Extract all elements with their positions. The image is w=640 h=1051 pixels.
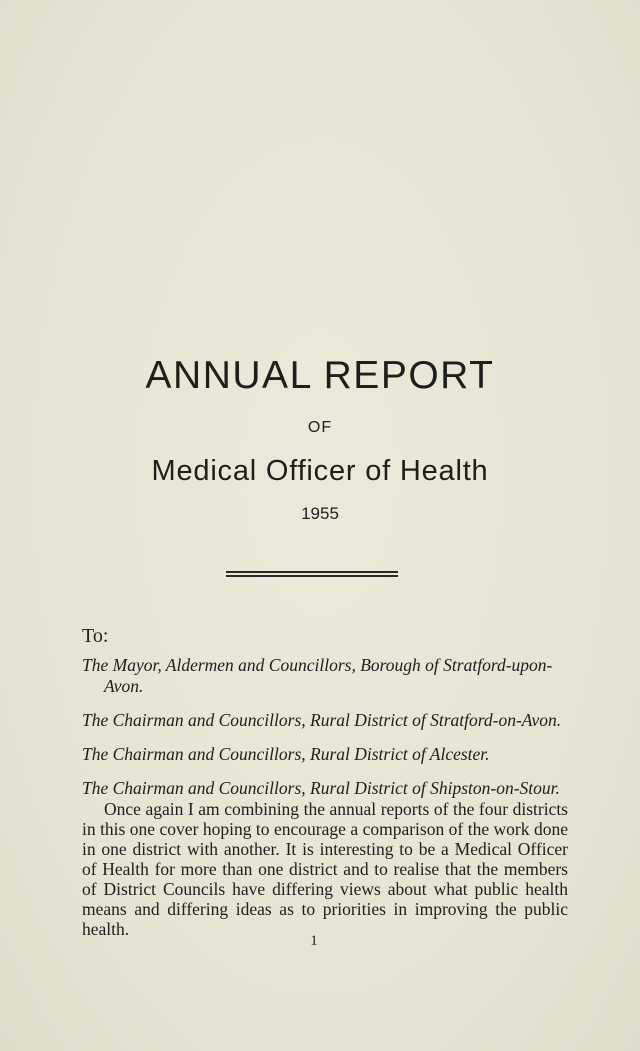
report-title: ANNUAL REPORT xyxy=(145,354,495,397)
to-label: To: xyxy=(82,625,109,647)
page-number: 1 xyxy=(310,933,318,949)
report-year: 1955 xyxy=(301,504,339,523)
addressee-item: The Chairman and Councillors, Rural District of Stratford-on-Avon. xyxy=(82,710,562,730)
body-paragraph: Once again I am combining the annual reports of the four districts in this one cover hoping to encourage a comparison of the work done in one district with another. It is interesting to be a Medical Officer of Health for more than one district and to realise that the members of District Councils have differing views about what public health means and differing ideas as to priorities in improving the public health. xyxy=(82,799,568,939)
title-of-label: OF xyxy=(307,419,333,436)
double-rule-divider xyxy=(226,571,398,577)
report-subtitle: Medical Officer of Health xyxy=(151,455,489,487)
addressee-list xyxy=(82,655,582,812)
addressee-item: The Chairman and Councillors, Rural District of Shipston-on-Stour. xyxy=(82,778,560,798)
addressee-item: The Chairman and Councillors, Rural District of Alcester. xyxy=(82,744,490,764)
addressee-item: The Mayor, Aldermen and Councillors, Borough of Stratford-upon-Avon. xyxy=(82,655,553,696)
